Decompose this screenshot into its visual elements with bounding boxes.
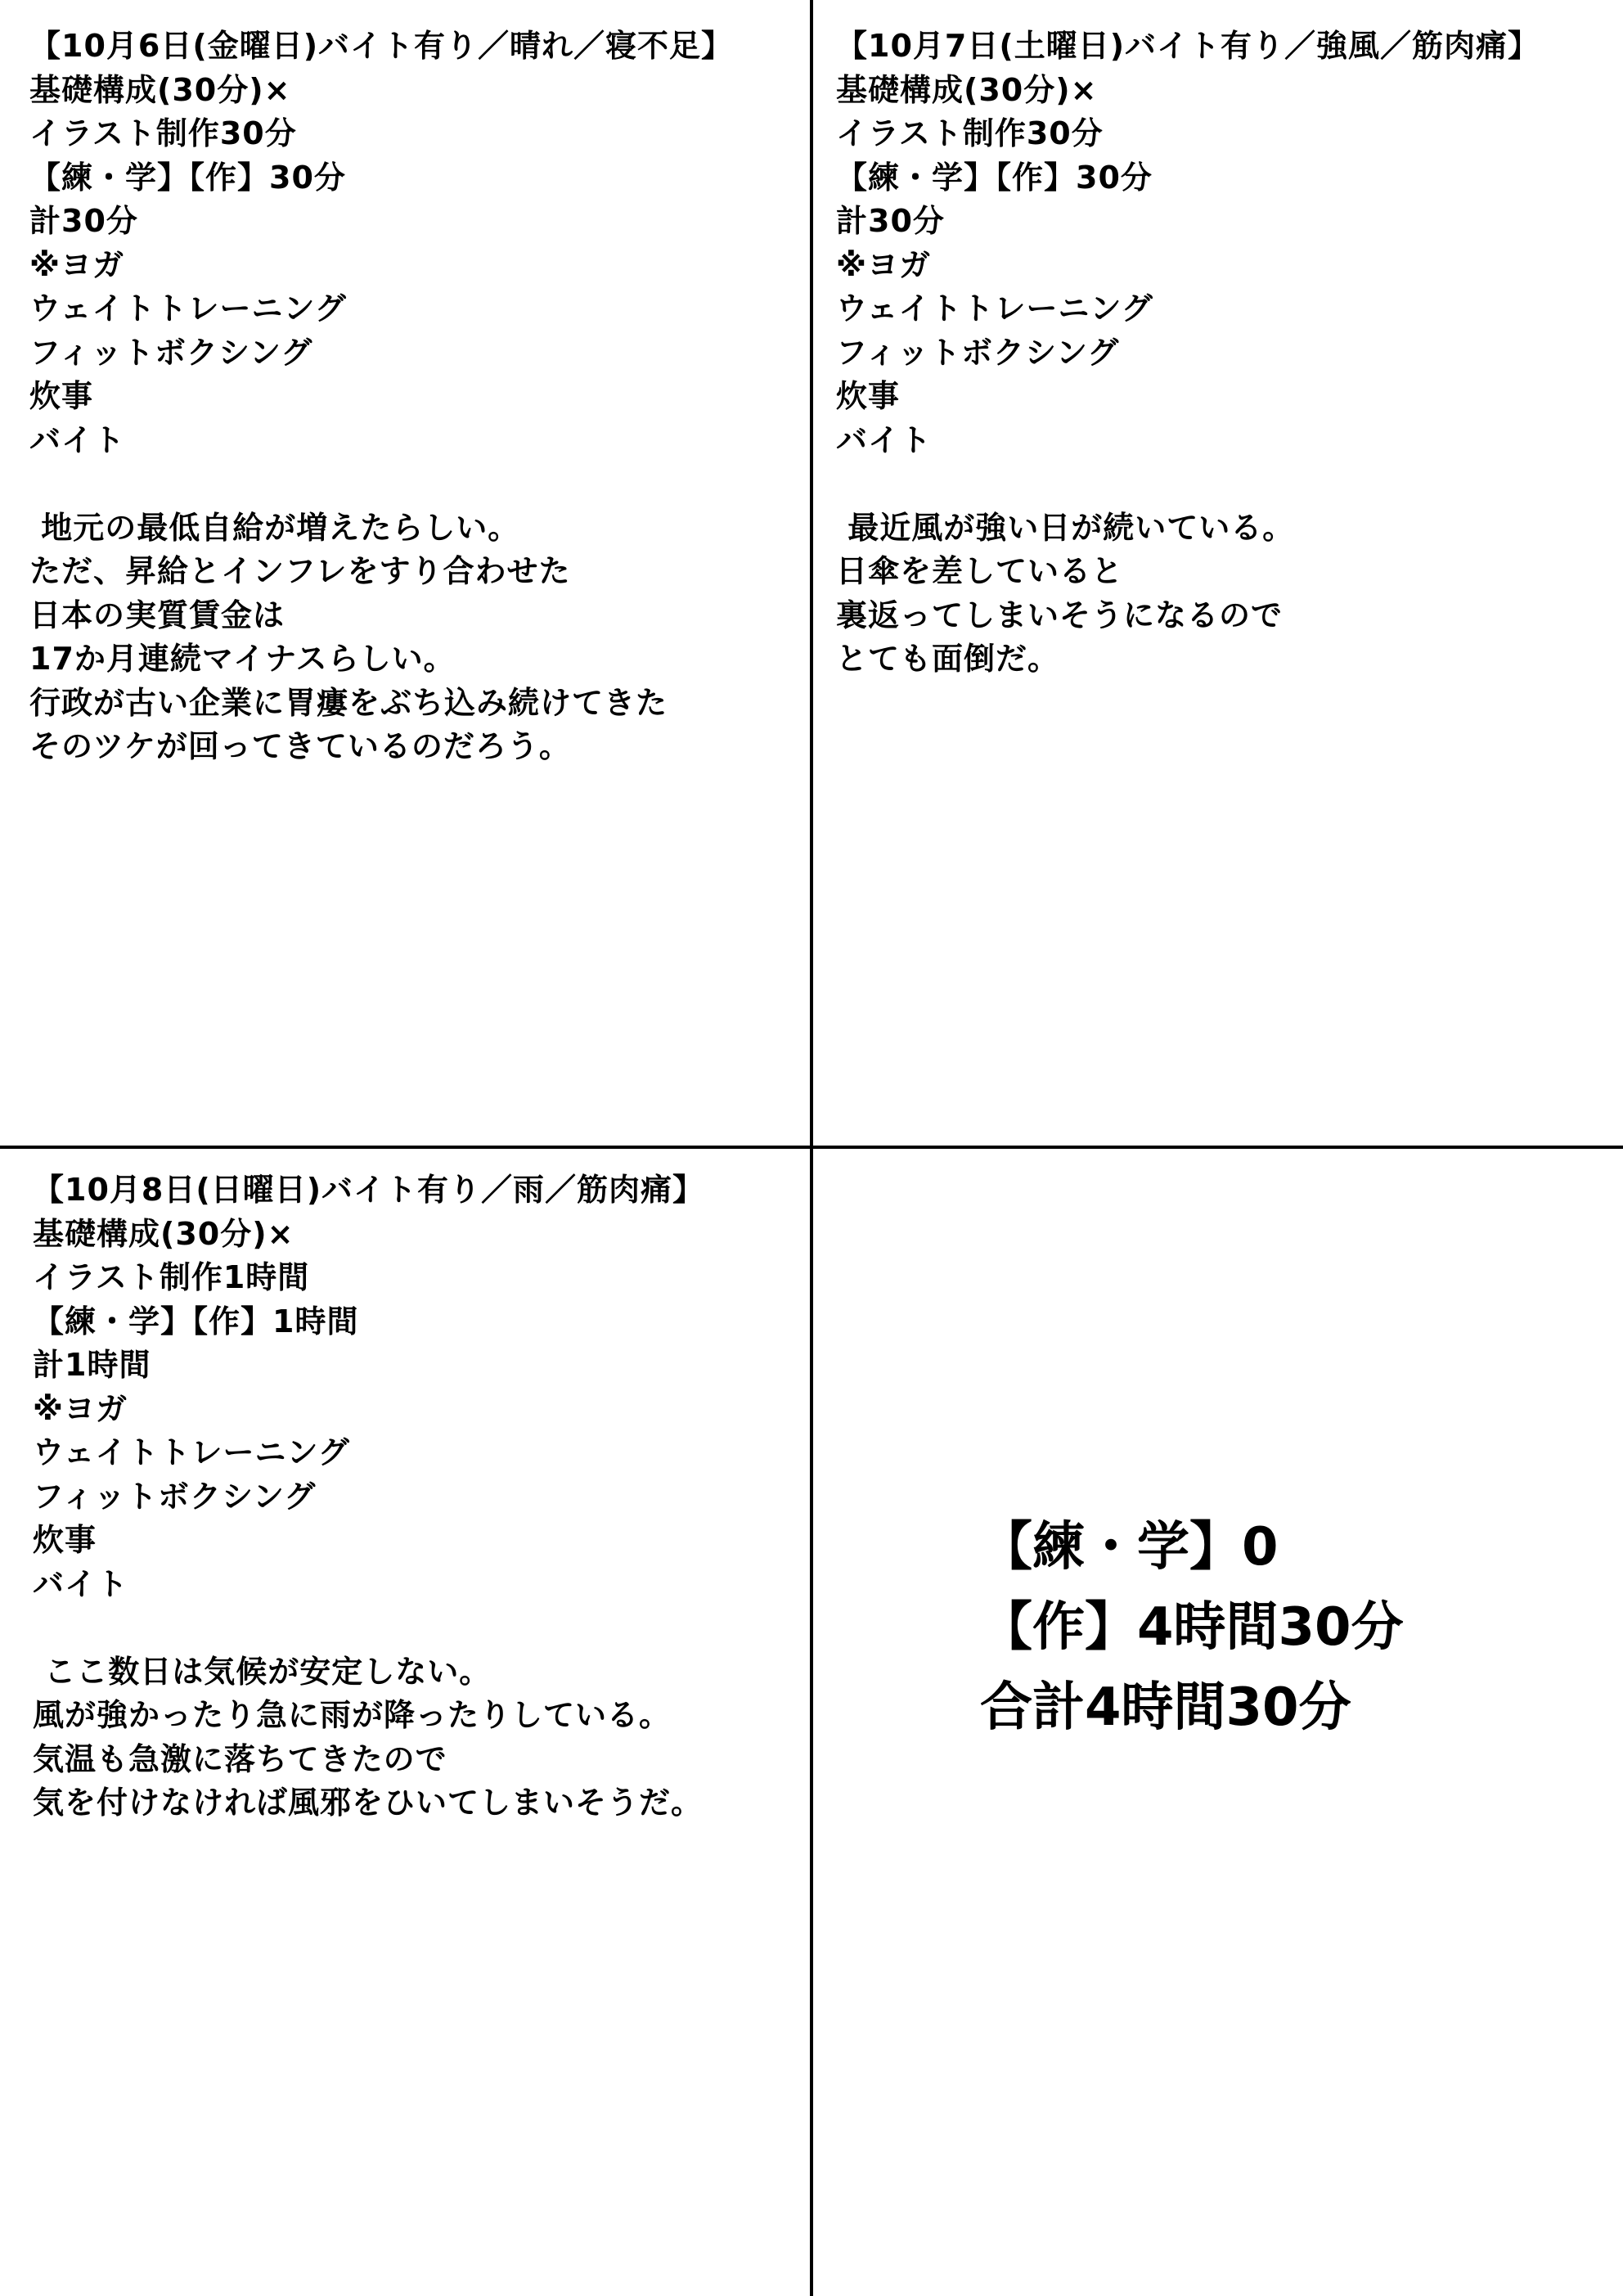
note-line: 日傘を差していると <box>836 553 1124 589</box>
horizontal-divider <box>0 1146 1623 1149</box>
list-item: ウェイトトレーニング <box>836 290 1153 326</box>
note-line: 風が強かったり急に雨が降ったりしている。 <box>33 1697 672 1733</box>
summary-panel <box>980 1507 1602 1748</box>
summary-work: 【作】4時間30分 <box>980 1597 1404 1658</box>
list-item: 炊事 <box>33 1522 97 1558</box>
list-item: 【練・学】【作】1時間 <box>33 1303 359 1339</box>
list-item: 【練・学】【作】30分 <box>29 159 346 196</box>
list-item: フィットボクシング <box>29 334 313 371</box>
list-item: 炊事 <box>836 378 901 414</box>
list-item: 計30分 <box>836 203 945 239</box>
list-item: 炊事 <box>29 378 94 414</box>
list-item: イラスト制作30分 <box>29 115 297 151</box>
list-item: イラスト制作1時間 <box>33 1259 310 1295</box>
list-item: フィットボクシング <box>836 334 1120 371</box>
summary-practice: 【練・学】0 <box>980 1517 1279 1578</box>
list-item: ウェイトトレーニング <box>33 1434 350 1470</box>
list-item: ※ヨガ <box>836 246 931 283</box>
panel-header: 【10月6日(金曜日)バイト有り／晴れ／寝不足】 <box>29 28 734 64</box>
list-item: バイト <box>33 1565 129 1602</box>
note-line: 最近風が強い日が続いている。 <box>836 509 1295 546</box>
list-item: 【練・学】【作】30分 <box>836 159 1153 196</box>
note-line: 17か月連続マイナスらしい。 <box>29 641 456 677</box>
note-line: 日本の実質賃金は <box>29 597 285 633</box>
list-item: イラスト制作30分 <box>836 115 1104 151</box>
note-line: そのツケが回ってきているのだろう。 <box>29 728 571 764</box>
note-line: 気温も急激に落ちてきたので <box>33 1740 447 1777</box>
note-line: 気を付けなければ風邪をひいてしまいそうだ。 <box>33 1785 704 1821</box>
diary-panel-oct6 <box>29 25 798 769</box>
summary-total: 合計4時間30分 <box>980 1677 1351 1738</box>
note-line: 地元の最低自給が増えたらしい。 <box>29 509 520 546</box>
diary-panel-oct7 <box>836 25 1613 682</box>
list-item: 基礎構成(30分)× <box>836 71 1098 108</box>
list-item: バイト <box>29 421 126 458</box>
note-line: 裏返ってしまいそうになるので <box>836 597 1284 633</box>
list-item: フィットボクシング <box>33 1478 317 1515</box>
list-item: ※ヨガ <box>33 1390 128 1427</box>
list-item: 基礎構成(30分)× <box>29 71 291 108</box>
list-item: バイト <box>836 421 933 458</box>
list-item: 計1時間 <box>33 1347 151 1383</box>
panel-header: 【10月8日(日曜日)バイト有り／雨／筋肉痛】 <box>33 1172 705 1208</box>
list-item: ※ヨガ <box>29 246 124 283</box>
note-line: 行政が古い企業に胃瘻をぶち込み続けてきた <box>29 684 668 721</box>
note-line: とても面倒だ。 <box>836 641 1060 677</box>
list-item: ウェイトトレーニング <box>29 290 347 326</box>
note-line: ただ、昇給とインフレをすり合わせた <box>29 553 571 589</box>
diary-panel-oct8 <box>33 1168 798 1826</box>
list-item: 計30分 <box>29 203 138 239</box>
panel-header: 【10月7日(土曜日)バイト有り／強風／筋肉痛】 <box>836 28 1540 64</box>
note-line: ここ数日は気候が安定しない。 <box>33 1653 492 1690</box>
list-item: 基礎構成(30分)× <box>33 1215 294 1252</box>
